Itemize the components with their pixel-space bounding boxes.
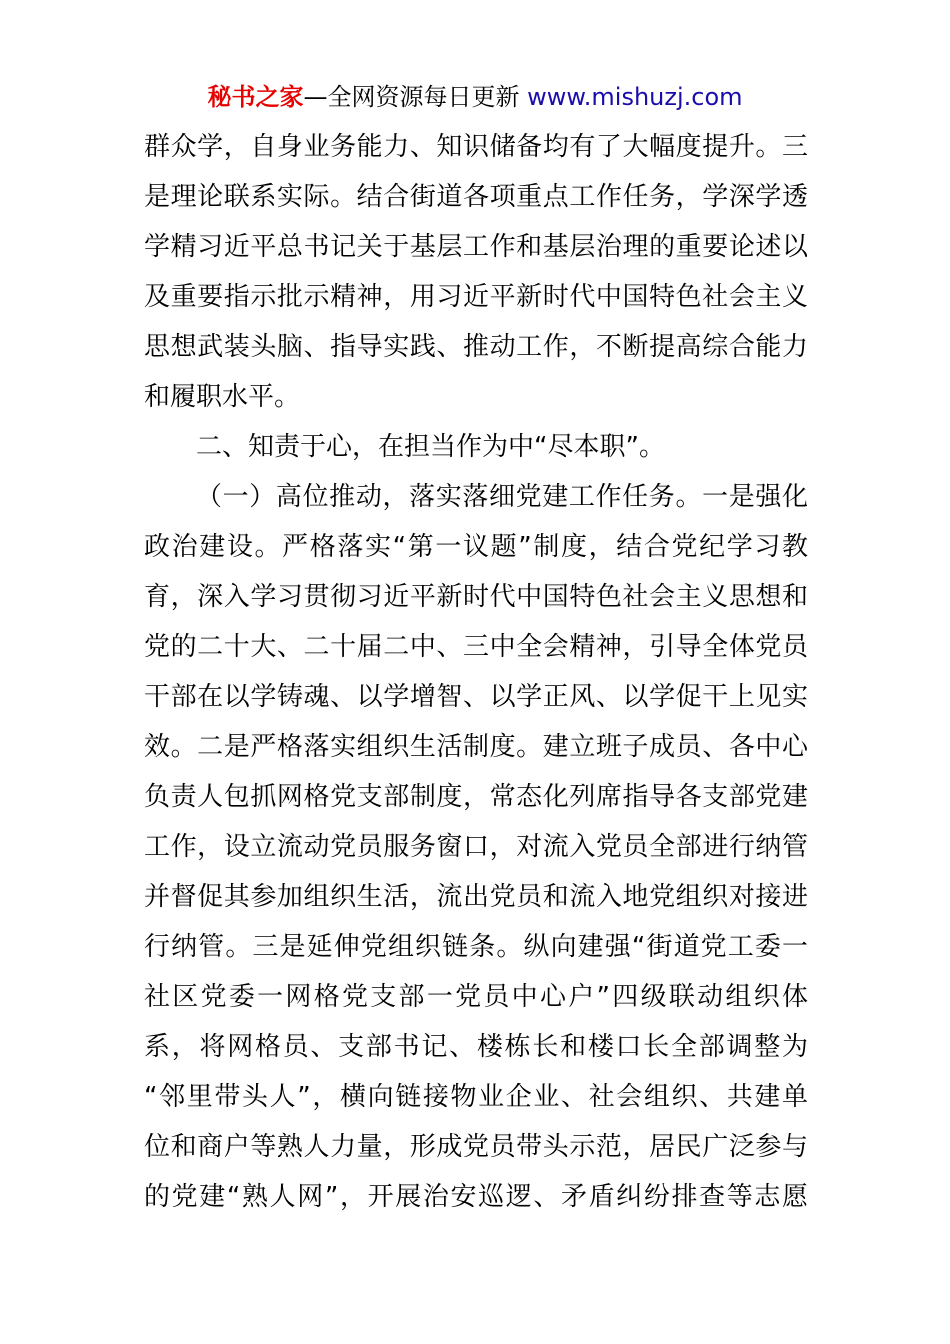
text-line: 干部在以学铸魂、以学增智、以学正风、以学促干上见实 [144,682,808,712]
text-line: 学精习近平总书记关于基层工作和基层治理的重要论述以 [144,232,808,262]
text-line: 负责人包抓网格党支部制度，常态化列席指导各支部党建 [144,782,808,812]
text-line: 位和商户等熟人力量，形成党员带头示范，居民广泛参与 [144,1132,808,1162]
document-body [144,122,808,1222]
text-line: 效。二是严格落实组织生活制度。建立班子成员、各中心 [144,732,808,762]
text-line: “邻里带头人”，横向链接物业企业、社会组织、共建单 [144,1082,808,1112]
text-line: 的党建“熟人网”，开展治安巡逻、矛盾纠纷排查等志愿 [144,1182,808,1212]
text-line: 政治建设。严格落实“第一议题”制度，结合党纪学习教 [144,532,808,562]
text-line: 工作，设立流动党员服务窗口，对流入党员全部进行纳管 [144,832,808,862]
section-heading: 二、知责于心，在担当作为中“尽本职”。 [196,432,665,462]
text-line: 系，将网格员、支部书记、楼栋长和楼口长全部调整为 [144,1032,808,1062]
text-line: 育，深入学习贯彻习近平新时代中国特色社会主义思想和 [144,582,808,612]
text-line: 行纳管。三是延伸党组织链条。纵向建强“街道党工委一 [144,932,808,962]
text-line: 思想武装头脑、指导实践、推动工作，不断提高综合能力 [144,332,808,362]
header-tagline: —全网资源每日更新 [303,83,528,111]
text-line: 并督促其参加组织生活，流出党员和流入地党组织对接进 [144,882,808,912]
brand-name: 秘书之家 [207,83,304,111]
page-header [0,80,950,114]
text-line: 社区党委一网格党支部一党员中心户”四级联动组织体 [144,982,808,1012]
text-line: 党的二十大、二十届二中、三中全会精神，引导全体党员 [144,632,808,662]
text-line: 及重要指示批示精神，用习近平新时代中国特色社会主义 [144,282,808,312]
text-line: 和履职水平。 [144,382,301,412]
site-url[interactable]: www.mishuzj.com [527,83,743,111]
subsection-heading: （一）高位推动，落实落细党建工作任务。一是强化 [196,482,808,512]
text-line: 是理论联系实际。结合街道各项重点工作任务，学深学透 [144,182,808,212]
text-line: 群众学，自身业务能力、知识储备均有了大幅度提升。三 [144,132,808,162]
